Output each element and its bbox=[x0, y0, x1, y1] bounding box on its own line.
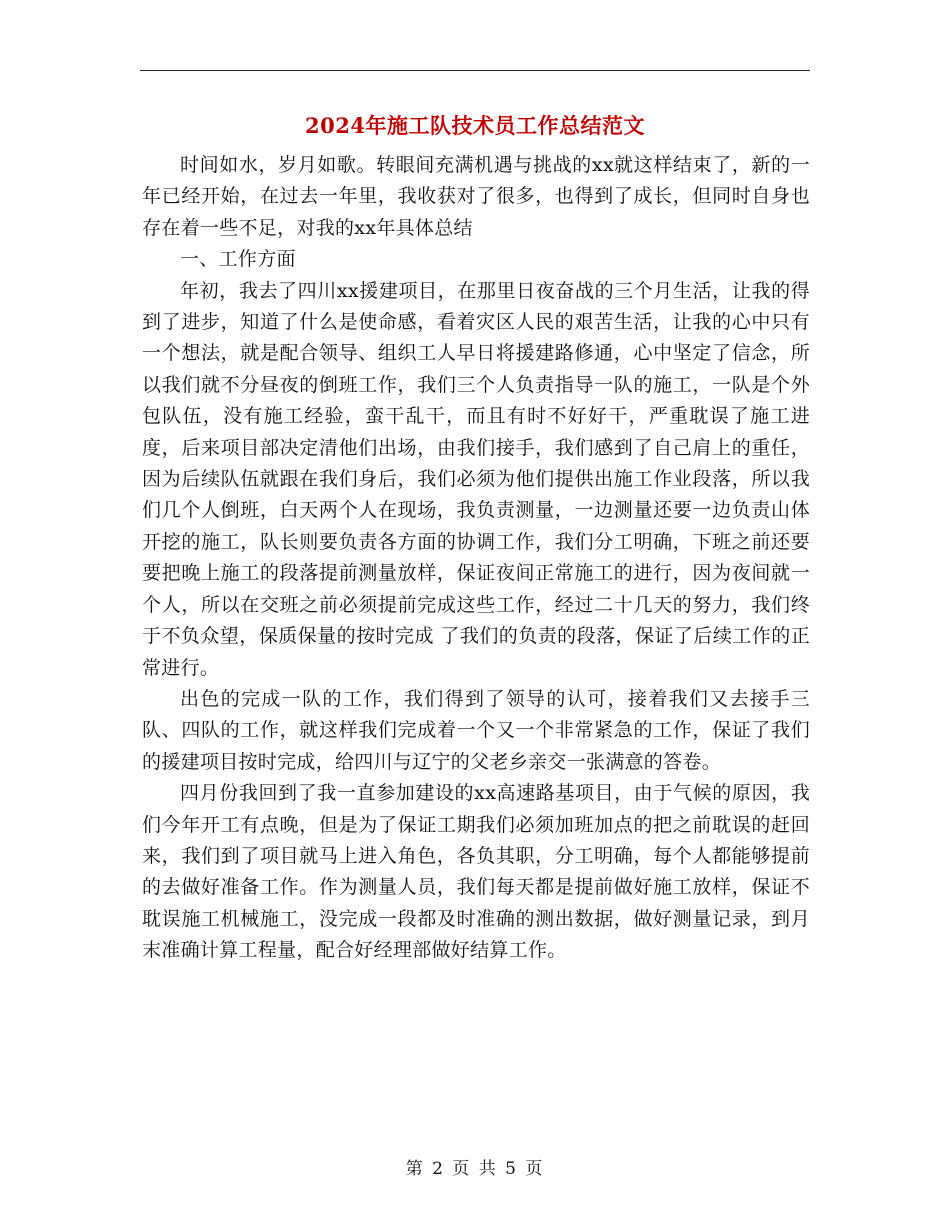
paragraph-recognition: 出色的完成一队的工作，我们得到了领导的认可，接着我们又去接手三队、四队的工作，就这样我们完成着一个又一个非常紧急的工作，保证了我们的援建项目按时完成，给四川与辽宁的父老乡亲交一张满意的答卷。 bbox=[142, 687, 810, 773]
section-heading-work: 一、工作方面 bbox=[180, 248, 296, 271]
paragraph-sichuan-project: 年初，我去了四川xx援建项目，在那里日夜奋战的三个月生活，让我的得到了进步，知道了什么是使命感，看着灾区人民的艰苦生活，让我的心中只有一个想法，就是配合领导、组织工人早日将援建路修通，心中坚定了信念，所以我们就不分昼夜的倒班工作，我们三个人负责指导一队的施工，一队是个外包队伍，没有施工经验，蛮干乱干，而且有时不好好干，严重耽误了施工进度，后来项目部决定清他们出场，由我们接手，我们感到了自己肩上的重任，因为后续队伍就跟在我们身后，我们必须为他们提供出施工作业段落，所以我们几个人倒班，白天两个人在现场，我负责测量，一边测量还要一边负责山体开挖的施工，队长则要负责各方面的协调工作，我们分工明确，下班之前还要要把晚上施工的段落提前测量放样，保证夜间正常施工的进行，因为夜间就一个人，所以在交班之前必须提前完成这些工作，经过二十几天的努力，我们终于不负众望，保质保量的按时完成 了我们的负责的段落，保证了后续工作的正常进行。 bbox=[142, 279, 810, 679]
header-rule bbox=[140, 70, 810, 71]
document-body bbox=[142, 150, 810, 967]
paragraph-intro: 时间如水，岁月如歌。转眼间充满机遇与挑战的xx就这样结束了，新的一年已经开始，在过去一年里，我收获对了很多，也得到了成长，但同时自身也存在着一些不足，对我的xx年具体总结 bbox=[142, 154, 810, 239]
page-number: 第 2 页 共 5 页 bbox=[405, 1159, 545, 1179]
document-title: 2024年施工队技术员工作总结范文 bbox=[305, 113, 645, 138]
paragraph-highway-project: 四月份我回到了我一直参加建设的xx高速路基项目，由于气候的原因，我们今年开工有点晚，但是为了保证工期我们必须加班加点的把之前耽误的赶回来，我们到了项目就马上进入角色，各负其职，分工明确，每个人都能够提前的去做好准备工作。作为测量人员，我们每天都是提前做好施工放样，保证不耽误施工机械施工，没完成一段都及时准确的测出数据，做好测量记录，到月末准确计算工程量，配合好经理部做好结算工作。 bbox=[142, 782, 810, 962]
